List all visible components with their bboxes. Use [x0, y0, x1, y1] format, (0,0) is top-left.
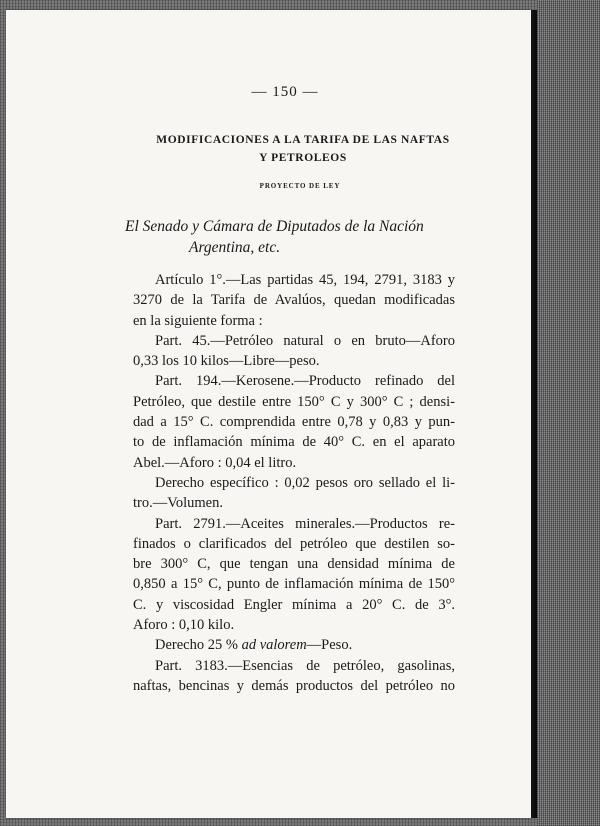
section-title-line-2: Y PETROLEOS — [259, 152, 347, 164]
text-line: Derecho específico : 0,02 pesos oro sellado el li- — [155, 474, 455, 491]
enacting-formula — [125, 216, 485, 258]
section-title — [143, 131, 463, 167]
text-line: dad a 15° C. comprendida entre 0,78 y 0,83 y pun- — [133, 414, 455, 431]
text-line: naftas, bencinas y demás productos del petróleo no — [133, 677, 455, 694]
text-line: Abel.—Aforo : 0,04 el litro. — [133, 454, 297, 471]
text-fragment-italic: ad valorem — [241, 637, 307, 654]
enacting-formula-line-1: El Senado y Cámara de Diputados de la Nación — [125, 218, 424, 235]
text-fragment: —Peso. — [306, 637, 353, 654]
text-line: 3270 de la Tarifa de Avalúos, quedan modificadas — [133, 292, 455, 309]
text-line: Artículo 1°.—Las partidas 45, 194, 2791, 3183 y — [155, 272, 455, 288]
text-line: 0,33 los 10 kilos—Libre—peso. — [133, 353, 320, 370]
text-line: Part. 45.—Petróleo natural o en bruto—Aforo — [155, 332, 455, 349]
text-line: to de inflamación mínima de 40° C. en el aparato — [133, 434, 455, 451]
section-title-line-1: MODIFICACIONES A LA TARIFA DE LAS NAFTAS — [156, 134, 450, 146]
text-line: tro.—Volumen. — [133, 495, 223, 512]
text-line: en la siguiente forma : — [133, 312, 263, 329]
text-line: Aforo : 0,10 kilo. — [133, 617, 235, 634]
text-line: bre 300° C, que tengan una densidad mínima de — [133, 556, 455, 573]
text-line: Part. 194.—Kerosene.—Producto refinado del — [155, 373, 455, 390]
section-subtitle: PROYECTO DE LEY — [259, 182, 341, 190]
body-text — [133, 270, 455, 696]
page-number: — 150 — — [251, 84, 319, 100]
scan-margin-right — [537, 0, 600, 826]
enacting-formula-line-2: Argentina, etc. — [189, 239, 281, 256]
page-edge — [531, 10, 537, 818]
text-line: Petróleo, que destile entre 150° C y 300° C ; densi- — [133, 393, 455, 410]
text-line: 0,850 a 15° C, punto de inflamación mínima de 150° — [133, 576, 455, 593]
text-line: Part. 3183.—Esencias de petróleo, gasolinas, — [155, 657, 455, 674]
text-line: finados o clarificados del petróleo que destilen so- — [133, 535, 455, 552]
text-line: Part. 2791.—Aceites minerales.—Productos re- — [155, 515, 455, 532]
text-line — [133, 635, 455, 655]
text-line: C. y viscosidad Engler mínima a 20° C. de 3°. — [133, 596, 455, 613]
text-fragment: Derecho 25 % — [155, 637, 238, 654]
